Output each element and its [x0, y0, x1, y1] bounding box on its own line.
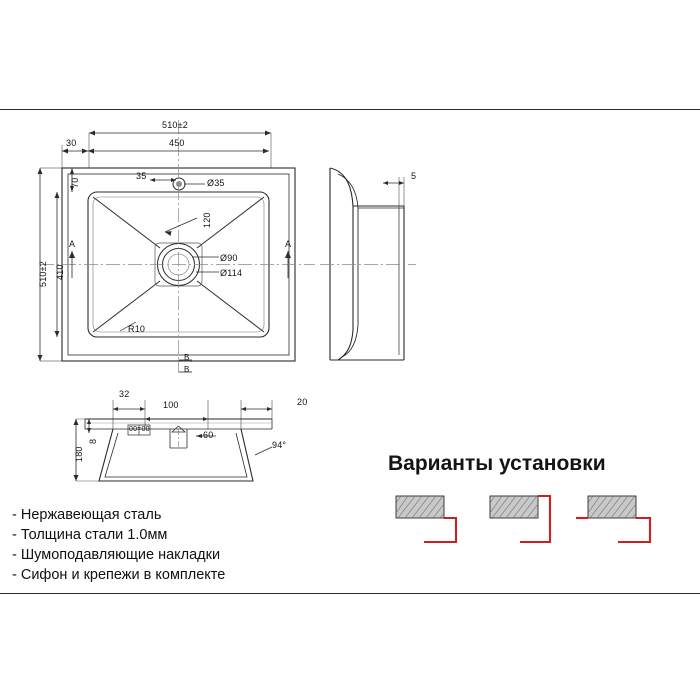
dim-bowl-width: 450 [169, 138, 185, 148]
dim-hole-offset: 35 [136, 171, 147, 181]
feature-item: - Толщина стали 1.0мм [12, 527, 168, 543]
stamp-text: 00=00 [129, 426, 150, 433]
feature-item: - Нержавеющая сталь [12, 507, 162, 523]
dim-bowl-depth: 410 [55, 264, 65, 280]
dim-overall-width: 510±2 [162, 120, 188, 130]
dim-bowl-depth-inner: 60 [203, 430, 214, 440]
section-label-left: A [69, 239, 76, 249]
dim-hole-diameter: Ø35 [207, 178, 225, 188]
dim-corner-radius: R10 [128, 324, 146, 334]
features-list [12, 505, 332, 585]
dim-drain-diameter: Ø90 [220, 253, 238, 263]
section-label-right: A [285, 239, 292, 249]
dim-inner-width: 100 [163, 400, 179, 410]
dim-overall-depth: 510±2 [38, 261, 48, 287]
dim-right-ledge: 20 [297, 397, 308, 407]
dim-flange-width: 5 [411, 171, 417, 181]
feature-item: - Шумоподавляющие накладки [12, 547, 221, 563]
section-label-bottom: B [184, 353, 190, 362]
dim-left-offset: 30 [66, 138, 77, 148]
variants-title: Варианты установки [388, 452, 606, 475]
dim-total-height: 180 [74, 446, 84, 462]
dim-ledge-height: 8 [88, 438, 98, 444]
dim-top-offset: 70 [70, 177, 80, 188]
dim-left-ledge: 32 [119, 389, 130, 399]
feature-item: - Сифон и крепежи в комплекте [12, 567, 226, 583]
dim-wall-angle: 94° [272, 440, 287, 450]
dim-drain-collar: 120 [202, 212, 212, 228]
dim-drain-outer-diameter: Ø114 [220, 268, 243, 278]
section-label-bottom-2: B [184, 365, 190, 374]
